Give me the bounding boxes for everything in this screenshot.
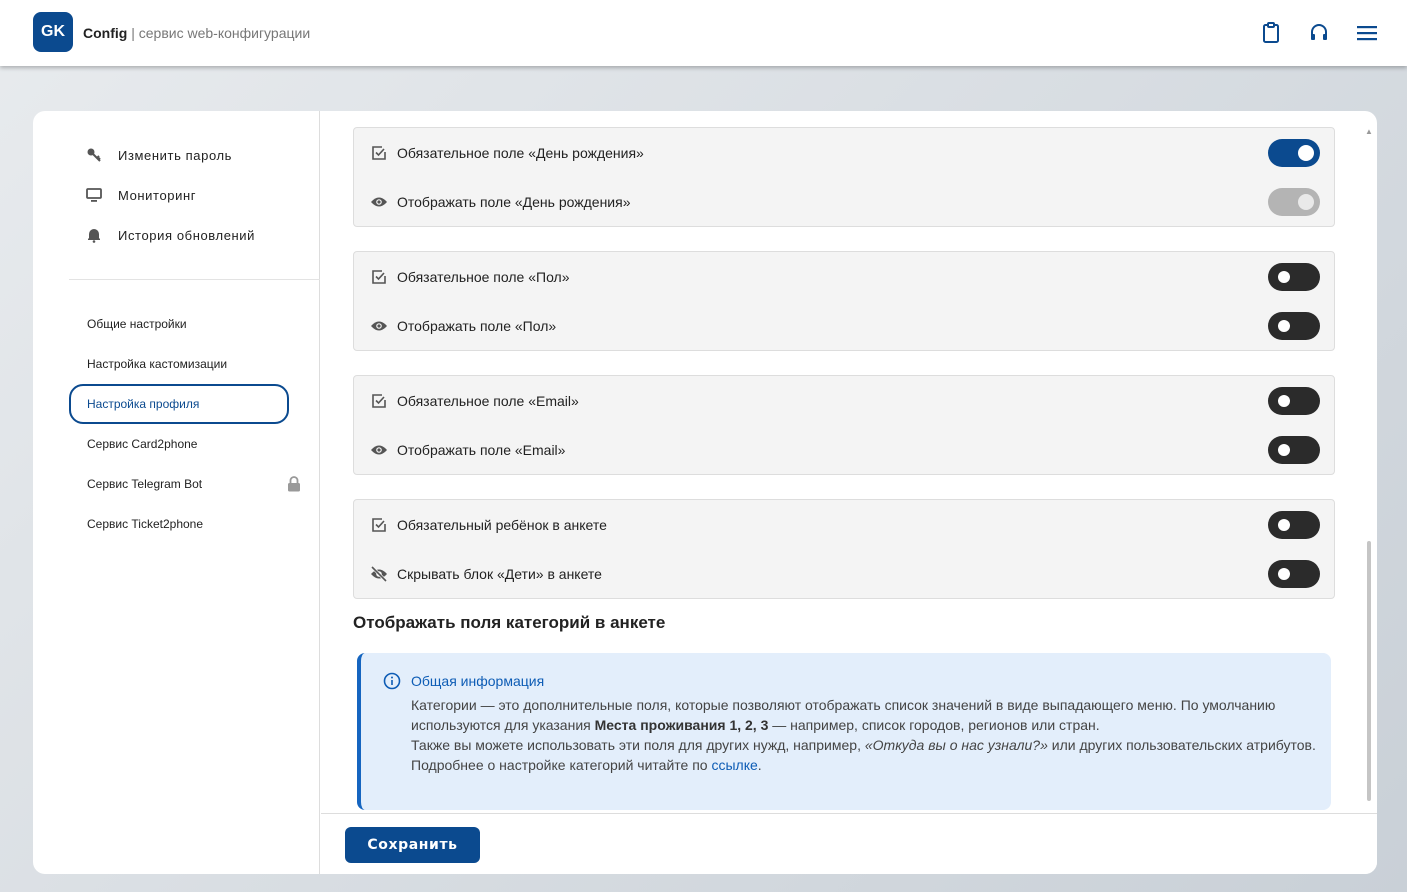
headset-icon[interactable] (1307, 21, 1331, 45)
checkbox-icon (369, 267, 389, 287)
setting-label: Обязательный ребёнок в анкете (397, 516, 607, 533)
info-link[interactable]: ссылке (711, 757, 758, 773)
app-subtitle: сервис web-конфигурации (138, 25, 311, 41)
sidebar-item-label: Сервис Telegram Bot (87, 477, 203, 491)
footer-bar (321, 813, 1377, 874)
scroll-up-arrow[interactable]: ▲ (1365, 127, 1373, 136)
save-button[interactable]: Сохранить (345, 827, 480, 863)
sidebar-item-label: Изменить пароль (118, 147, 233, 163)
sidebar-item-change-password[interactable] (85, 145, 232, 165)
key-icon (85, 146, 103, 164)
checkbox-icon (369, 143, 389, 163)
setting-label: Обязательное поле «Email» (397, 392, 579, 409)
sidebar-item-label: Сервис Ticket2phone (87, 517, 204, 531)
sidebar-item-ticket2phone[interactable] (69, 504, 289, 544)
setting-label: Скрывать блок «Дети» в анкете (397, 565, 602, 582)
section-title: Отображать поля категорий в анкете (353, 613, 666, 632)
settings-group-gender (353, 251, 1335, 351)
settings-group-children (353, 499, 1335, 599)
setting-row (354, 549, 1334, 598)
sidebar-item-customization[interactable] (69, 344, 289, 384)
settings-group-birthday (353, 127, 1335, 227)
sidebar-item-label: История обновлений (118, 227, 256, 243)
content-area (321, 111, 1377, 813)
title-separator: | (127, 25, 139, 41)
eye-icon (369, 440, 389, 460)
eye-icon (369, 316, 389, 336)
sidebar (33, 111, 320, 874)
checkbox-icon (369, 515, 389, 535)
toggle-switch[interactable] (1268, 511, 1320, 539)
monitor-icon (85, 186, 103, 204)
setting-label: Обязательное поле «День рождения» (397, 144, 644, 161)
setting-row (354, 128, 1334, 177)
info-paragraph: Также вы можете использовать эти поля для других нужд, например, «Откуда вы о нас узнали?» или других пользовательских атрибутов. (411, 737, 1316, 753)
info-text (411, 695, 1321, 775)
toggle-switch[interactable] (1268, 312, 1320, 340)
sidebar-item-general-settings[interactable] (69, 304, 289, 344)
sidebar-item-label: Настройка кастомизации (87, 357, 228, 371)
setting-row (354, 425, 1334, 474)
app-name: Config (83, 25, 128, 41)
toggle-switch[interactable] (1268, 139, 1320, 167)
toggle-switch[interactable] (1268, 387, 1320, 415)
setting-row (354, 500, 1334, 549)
bell-icon (85, 226, 103, 244)
eye-off-icon (369, 564, 389, 584)
toggle-switch[interactable] (1268, 188, 1320, 216)
sidebar-item-telegram-bot[interactable] (69, 464, 289, 504)
sidebar-item-label: Мониторинг (118, 187, 197, 203)
info-paragraph: Подробнее о настройке категорий читайте по ссылке. (411, 757, 762, 773)
sidebar-item-card2phone[interactable] (69, 424, 289, 464)
checkbox-icon (369, 391, 389, 411)
app-logo[interactable]: GK (33, 12, 73, 52)
setting-row (354, 177, 1334, 226)
scrollbar-thumb[interactable] (1367, 541, 1371, 801)
toggle-switch[interactable] (1268, 263, 1320, 291)
app-header (0, 0, 1407, 66)
sidebar-item-update-history[interactable] (85, 225, 255, 245)
main-card (33, 111, 1377, 874)
setting-row (354, 252, 1334, 301)
app-title (83, 25, 310, 41)
eye-icon (369, 192, 389, 212)
info-title: Общая информация (411, 673, 545, 689)
menu-icon[interactable] (1355, 21, 1379, 45)
sidebar-item-label: Сервис Card2phone (87, 437, 198, 451)
setting-row (354, 301, 1334, 350)
sidebar-item-profile-settings[interactable] (69, 384, 289, 424)
sidebar-item-monitoring[interactable] (85, 185, 196, 205)
setting-label: Отображать поле «День рождения» (397, 193, 631, 210)
info-icon (383, 672, 401, 695)
setting-label: Обязательное поле «Пол» (397, 268, 570, 285)
info-paragraph: Категории — это дополнительные поля, которые позволяют отображать список значений в виде выпадающего меню. По умолчанию используются для указания Места проживания 1, 2, 3 — например, список городов, регионов или стран. (411, 697, 1276, 733)
sidebar-divider (69, 279, 320, 280)
sidebar-item-label: Настройка профиля (87, 397, 200, 411)
clipboard-icon[interactable] (1259, 21, 1283, 45)
settings-group-email (353, 375, 1335, 475)
setting-row (354, 376, 1334, 425)
lock-icon (287, 476, 301, 495)
sidebar-item-label: Общие настройки (87, 317, 187, 331)
info-box (357, 653, 1331, 810)
toggle-switch[interactable] (1268, 436, 1320, 464)
toggle-switch[interactable] (1268, 560, 1320, 588)
setting-label: Отображать поле «Email» (397, 441, 566, 458)
setting-label: Отображать поле «Пол» (397, 317, 557, 334)
